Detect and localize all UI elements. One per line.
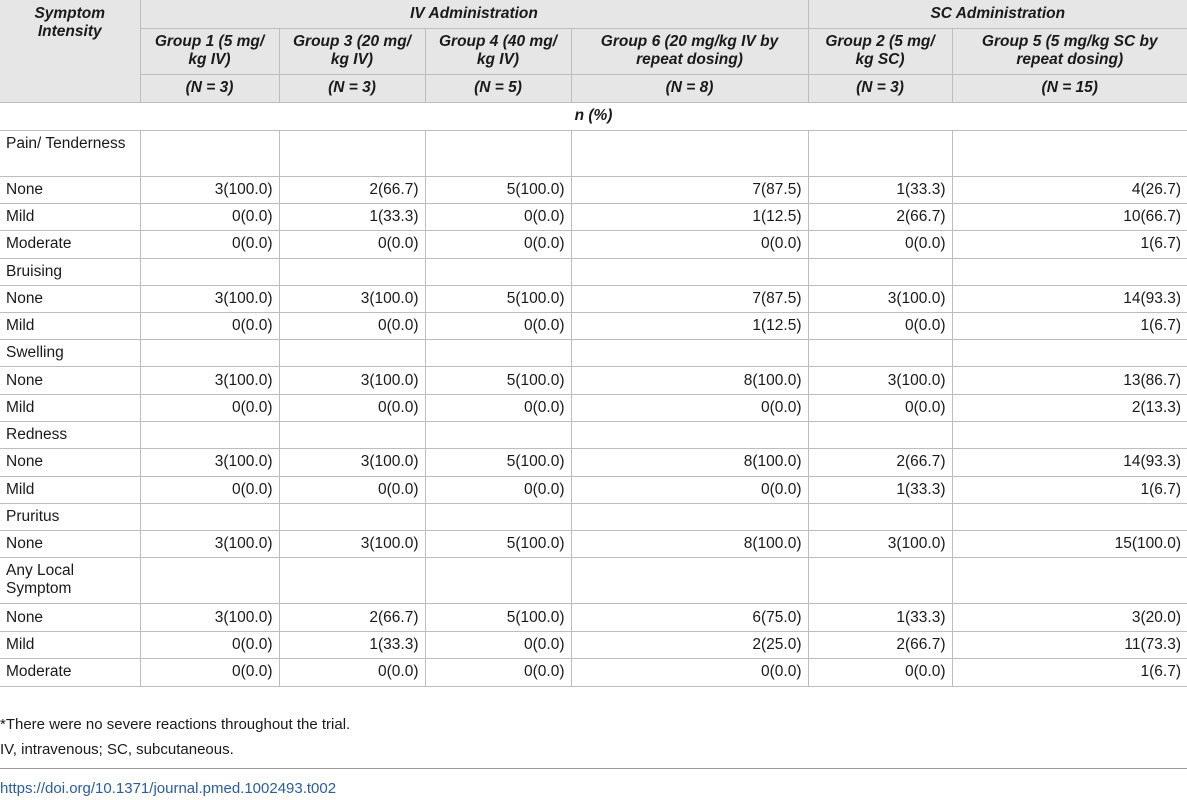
empty-cell: [425, 558, 571, 604]
category-label: Redness: [0, 422, 140, 449]
value-cell: 1(6.7): [952, 659, 1187, 686]
value-cell: 1(33.3): [279, 631, 425, 658]
empty-cell: [140, 130, 279, 176]
value-cell: 1(33.3): [279, 203, 425, 230]
value-cell: 1(6.7): [952, 313, 1187, 340]
doi-link[interactable]: https://doi.org/10.1371/journal.pmed.1002493.t002: [0, 780, 337, 797]
value-cell: 2(66.7): [808, 631, 952, 658]
value-cell: 3(100.0): [140, 367, 279, 394]
intensity-label: Mild: [0, 313, 140, 340]
category-label: Any Local Symptom: [0, 558, 140, 604]
value-cell: 2(66.7): [808, 449, 952, 476]
value-cell: 0(0.0): [571, 394, 808, 421]
value-cell: 0(0.0): [425, 313, 571, 340]
n-percent-label: n (%): [0, 102, 1187, 130]
empty-cell: [279, 130, 425, 176]
value-cell: 5(100.0): [425, 367, 571, 394]
intensity-label: Mild: [0, 394, 140, 421]
value-cell: 1(33.3): [808, 176, 952, 203]
empty-cell: [808, 504, 952, 531]
value-cell: 0(0.0): [425, 631, 571, 658]
column-header-label: Group 5 (5 mg/kg SC by repeat dosing): [952, 28, 1187, 74]
intensity-label: None: [0, 285, 140, 312]
header-iv-administration: IV Administration: [140, 0, 808, 28]
empty-cell: [571, 340, 808, 367]
value-cell: 8(100.0): [571, 367, 808, 394]
value-cell: 0(0.0): [808, 394, 952, 421]
value-cell: 0(0.0): [279, 476, 425, 503]
value-cell: 0(0.0): [571, 659, 808, 686]
empty-cell: [140, 258, 279, 285]
value-cell: 0(0.0): [571, 231, 808, 258]
value-cell: 6(75.0): [571, 604, 808, 631]
column-header-n: (N = 5): [425, 74, 571, 102]
value-cell: 0(0.0): [425, 659, 571, 686]
intensity-label: Mild: [0, 203, 140, 230]
empty-cell: [808, 258, 952, 285]
column-header-n: (N = 8): [571, 74, 808, 102]
category-label: Bruising: [0, 258, 140, 285]
empty-cell: [425, 504, 571, 531]
header-sc-administration: SC Administration: [808, 0, 1187, 28]
value-cell: 1(12.5): [571, 203, 808, 230]
empty-cell: [952, 558, 1187, 604]
value-cell: 3(100.0): [808, 285, 952, 312]
value-cell: 2(25.0): [571, 631, 808, 658]
value-cell: 0(0.0): [425, 231, 571, 258]
value-cell: 14(93.3): [952, 449, 1187, 476]
category-row: [0, 504, 1187, 531]
value-cell: 3(100.0): [140, 449, 279, 476]
value-cell: 8(100.0): [571, 531, 808, 558]
value-cell: 0(0.0): [279, 313, 425, 340]
value-cell: 0(0.0): [140, 659, 279, 686]
value-cell: 0(0.0): [571, 476, 808, 503]
column-header-label: Group 6 (20 mg/kg IV by repeat dosing): [571, 28, 808, 74]
value-cell: 0(0.0): [140, 313, 279, 340]
intensity-label: None: [0, 176, 140, 203]
empty-cell: [571, 258, 808, 285]
value-cell: 1(33.3): [808, 476, 952, 503]
value-cell: 0(0.0): [808, 231, 952, 258]
empty-cell: [279, 504, 425, 531]
value-cell: 0(0.0): [140, 203, 279, 230]
value-cell: 13(86.7): [952, 367, 1187, 394]
value-cell: 4(26.7): [952, 176, 1187, 203]
intensity-label: Moderate: [0, 659, 140, 686]
empty-cell: [571, 130, 808, 176]
value-cell: 3(20.0): [952, 604, 1187, 631]
value-cell: 1(6.7): [952, 476, 1187, 503]
empty-cell: [425, 130, 571, 176]
intensity-label: None: [0, 367, 140, 394]
empty-cell: [808, 558, 952, 604]
intensity-label: Mild: [0, 476, 140, 503]
value-cell: 3(100.0): [808, 531, 952, 558]
table-row: [0, 659, 1187, 686]
column-header-n: (N = 15): [952, 74, 1187, 102]
empty-cell: [571, 504, 808, 531]
column-header-n: (N = 3): [140, 74, 279, 102]
value-cell: 1(6.7): [952, 231, 1187, 258]
category-row: [0, 422, 1187, 449]
value-cell: 3(100.0): [279, 449, 425, 476]
column-header-label: Group 1 (5 mg/ kg IV): [140, 28, 279, 74]
value-cell: 5(100.0): [425, 176, 571, 203]
value-cell: 0(0.0): [425, 476, 571, 503]
value-cell: 0(0.0): [140, 476, 279, 503]
column-header-n: (N = 3): [808, 74, 952, 102]
empty-cell: [808, 422, 952, 449]
intensity-label: Moderate: [0, 231, 140, 258]
table-row: [0, 531, 1187, 558]
value-cell: 5(100.0): [425, 449, 571, 476]
empty-cell: [140, 340, 279, 367]
value-cell: 7(87.5): [571, 176, 808, 203]
value-cell: 5(100.0): [425, 285, 571, 312]
value-cell: 3(100.0): [140, 531, 279, 558]
category-row: [0, 558, 1187, 604]
footnote-abbreviations: IV, intravenous; SC, subcutaneous.: [0, 741, 234, 758]
value-cell: 0(0.0): [279, 231, 425, 258]
value-cell: 0(0.0): [140, 231, 279, 258]
table-row: [0, 203, 1187, 230]
empty-cell: [952, 340, 1187, 367]
value-cell: 14(93.3): [952, 285, 1187, 312]
value-cell: 0(0.0): [279, 659, 425, 686]
value-cell: 2(66.7): [279, 176, 425, 203]
category-label: Pain/ Tenderness: [0, 130, 140, 176]
value-cell: 5(100.0): [425, 531, 571, 558]
empty-cell: [140, 422, 279, 449]
intensity-label: None: [0, 531, 140, 558]
empty-cell: [140, 558, 279, 604]
value-cell: 0(0.0): [279, 394, 425, 421]
value-cell: 3(100.0): [279, 285, 425, 312]
value-cell: 3(100.0): [140, 285, 279, 312]
table-row: [0, 231, 1187, 258]
empty-cell: [952, 504, 1187, 531]
value-cell: 2(66.7): [808, 203, 952, 230]
value-cell: 3(100.0): [140, 176, 279, 203]
value-cell: 11(73.3): [952, 631, 1187, 658]
category-label: Swelling: [0, 340, 140, 367]
divider: [0, 768, 1187, 769]
category-label: Pruritus: [0, 504, 140, 531]
value-cell: 1(12.5): [571, 313, 808, 340]
empty-cell: [140, 504, 279, 531]
header-symptom-intensity: Symptom Intensity: [0, 0, 140, 102]
table-row: [0, 631, 1187, 658]
empty-cell: [808, 130, 952, 176]
table-row: [0, 394, 1187, 421]
column-header-label: Group 4 (40 mg/ kg IV): [425, 28, 571, 74]
column-header-label: Group 3 (20 mg/ kg IV): [279, 28, 425, 74]
table-row: [0, 313, 1187, 340]
value-cell: 8(100.0): [571, 449, 808, 476]
category-row: [0, 130, 1187, 176]
empty-cell: [571, 422, 808, 449]
empty-cell: [425, 258, 571, 285]
empty-cell: [279, 340, 425, 367]
table-row: [0, 367, 1187, 394]
value-cell: 7(87.5): [571, 285, 808, 312]
intensity-label: Mild: [0, 631, 140, 658]
table-row: [0, 176, 1187, 203]
empty-cell: [952, 130, 1187, 176]
value-cell: 0(0.0): [140, 631, 279, 658]
value-cell: 0(0.0): [425, 394, 571, 421]
intensity-label: None: [0, 449, 140, 476]
value-cell: 10(66.7): [952, 203, 1187, 230]
empty-cell: [425, 422, 571, 449]
empty-cell: [571, 558, 808, 604]
table-row: [0, 476, 1187, 503]
value-cell: 0(0.0): [808, 313, 952, 340]
value-cell: 0(0.0): [140, 394, 279, 421]
value-cell: 15(100.0): [952, 531, 1187, 558]
empty-cell: [279, 422, 425, 449]
empty-cell: [279, 558, 425, 604]
empty-cell: [808, 340, 952, 367]
value-cell: 5(100.0): [425, 604, 571, 631]
value-cell: 3(100.0): [279, 531, 425, 558]
value-cell: 0(0.0): [808, 659, 952, 686]
category-row: [0, 340, 1187, 367]
column-header-n: (N = 3): [279, 74, 425, 102]
table-row: [0, 604, 1187, 631]
empty-cell: [952, 258, 1187, 285]
table-row: [0, 449, 1187, 476]
value-cell: 3(100.0): [808, 367, 952, 394]
value-cell: 0(0.0): [425, 203, 571, 230]
empty-cell: [952, 422, 1187, 449]
table-row: [0, 285, 1187, 312]
intensity-label: None: [0, 604, 140, 631]
empty-cell: [425, 340, 571, 367]
column-header-label: Group 2 (5 mg/ kg SC): [808, 28, 952, 74]
value-cell: 3(100.0): [279, 367, 425, 394]
value-cell: 2(13.3): [952, 394, 1187, 421]
footnote-severe: *There were no severe reactions throughout the trial.: [0, 716, 351, 733]
empty-cell: [279, 258, 425, 285]
value-cell: 3(100.0): [140, 604, 279, 631]
value-cell: 2(66.7): [279, 604, 425, 631]
value-cell: 1(33.3): [808, 604, 952, 631]
category-row: [0, 258, 1187, 285]
